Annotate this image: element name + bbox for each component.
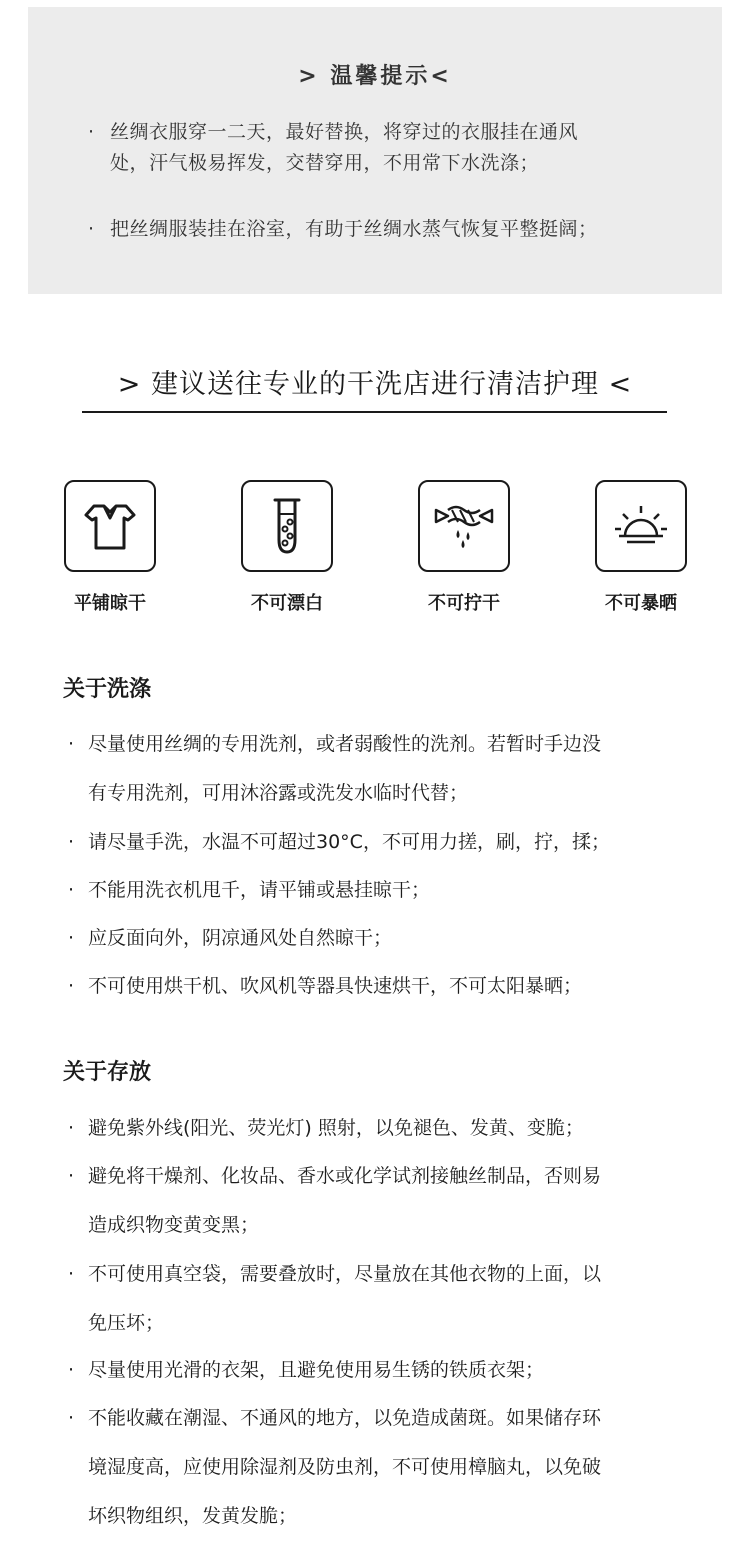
item-line: 应反面向外，阴凉通风处自然晾干； bbox=[88, 927, 393, 949]
item-text bbox=[88, 914, 698, 963]
section-title-underline bbox=[82, 411, 667, 413]
item-text bbox=[88, 1250, 698, 1348]
item-text bbox=[88, 962, 698, 1011]
washing-heading: 关于洗涤 bbox=[63, 677, 152, 702]
bullet: · bbox=[68, 879, 75, 901]
item-line: 有专用洗剂，可用沐浴露或洗发水临时代替； bbox=[88, 782, 469, 804]
care-label: 平铺晾干 bbox=[74, 593, 146, 614]
item-line: 尽量使用丝绸的专用洗剂，或者弱酸性的洗剂。若暂时手边没 bbox=[88, 733, 602, 755]
item-line: 坏织物组织，发黄发脆； bbox=[88, 1505, 298, 1527]
care-no-sun bbox=[571, 480, 711, 615]
tip-item bbox=[88, 214, 688, 245]
item-text bbox=[88, 720, 698, 818]
item-line: 不能收藏在潮湿、不通风的地方，以免造成菌斑。如果储存环 bbox=[88, 1407, 602, 1429]
care-no-bleach bbox=[217, 480, 357, 615]
tip-line: 丝绸衣服穿一二天，最好替换，将穿过的衣服挂在通风 bbox=[110, 121, 579, 143]
care-no-wring bbox=[394, 480, 534, 615]
item-text bbox=[88, 1104, 698, 1153]
item-text bbox=[88, 866, 698, 915]
item-line: 避免将干燥剂、化妆品、香水或化学试剂接触丝制品，否则易 bbox=[88, 1165, 602, 1187]
care-label: 不可漂白 bbox=[251, 593, 323, 614]
tip-text bbox=[110, 214, 690, 245]
item-text bbox=[88, 818, 698, 867]
item-text bbox=[88, 1346, 698, 1395]
item-line: 请尽量手洗，水温不可超过30°C，不可用力搓，刷，拧，揉； bbox=[88, 831, 610, 853]
tips-title: > 温馨提示< bbox=[298, 64, 452, 89]
item-text bbox=[88, 1152, 698, 1250]
storage-heading: 关于存放 bbox=[63, 1060, 152, 1085]
item-line: 免压坏； bbox=[88, 1312, 165, 1334]
tip-text bbox=[110, 117, 690, 179]
item-line: 尽量使用光滑的衣架，且避免使用易生锈的铁质衣架； bbox=[88, 1359, 545, 1381]
no-sun-icon bbox=[595, 480, 687, 572]
care-label: 不可拧干 bbox=[428, 593, 500, 614]
care-label: 不可暴晒 bbox=[605, 593, 677, 614]
tip-line: 处，汗气极易挥发，交替穿用，不用常下水洗涤； bbox=[110, 152, 540, 174]
item-line: 境湿度高，应使用除湿剂及防虫剂，不可使用樟脑丸，以免破 bbox=[88, 1456, 602, 1478]
bullet: · bbox=[68, 1359, 75, 1381]
shirt-flat-dry-icon bbox=[64, 480, 156, 572]
no-wring-icon bbox=[418, 480, 510, 572]
item-line: 不可使用真空袋，需要叠放时，尽量放在其他衣物的上面，以 bbox=[88, 1263, 602, 1285]
tip-item bbox=[88, 117, 688, 179]
bullet: · bbox=[88, 218, 95, 240]
item-line: 造成织物变黄变黑； bbox=[88, 1214, 260, 1236]
bullet: · bbox=[68, 927, 75, 949]
bullet: · bbox=[88, 121, 95, 143]
tip-line: 把丝绸服装挂在浴室，有助于丝绸水蒸气恢复平整挺阔； bbox=[110, 218, 598, 240]
bullet: · bbox=[68, 1117, 75, 1139]
item-line: 避免紫外线(阳光、荧光灯) 照射，以免褪色、发黄、变脆； bbox=[88, 1117, 584, 1139]
bullet: · bbox=[68, 733, 75, 755]
bullet: · bbox=[68, 1263, 75, 1285]
item-text bbox=[88, 1394, 698, 1541]
item-line: 不能用洗衣机甩千，请平铺或悬挂晾干； bbox=[88, 879, 431, 901]
tips-panel bbox=[28, 7, 722, 294]
bullet: · bbox=[68, 1407, 75, 1429]
bullet: · bbox=[68, 831, 75, 853]
bullet: · bbox=[68, 1165, 75, 1187]
section-title: > 建议送往专业的干洗店进行清洁护理 < bbox=[117, 369, 633, 400]
no-bleach-icon bbox=[241, 480, 333, 572]
care-flat-dry bbox=[40, 480, 180, 615]
bullet: · bbox=[68, 975, 75, 997]
item-line: 不可使用烘干机、吹风机等器具快速烘干，不可太阳暴晒； bbox=[88, 975, 583, 997]
